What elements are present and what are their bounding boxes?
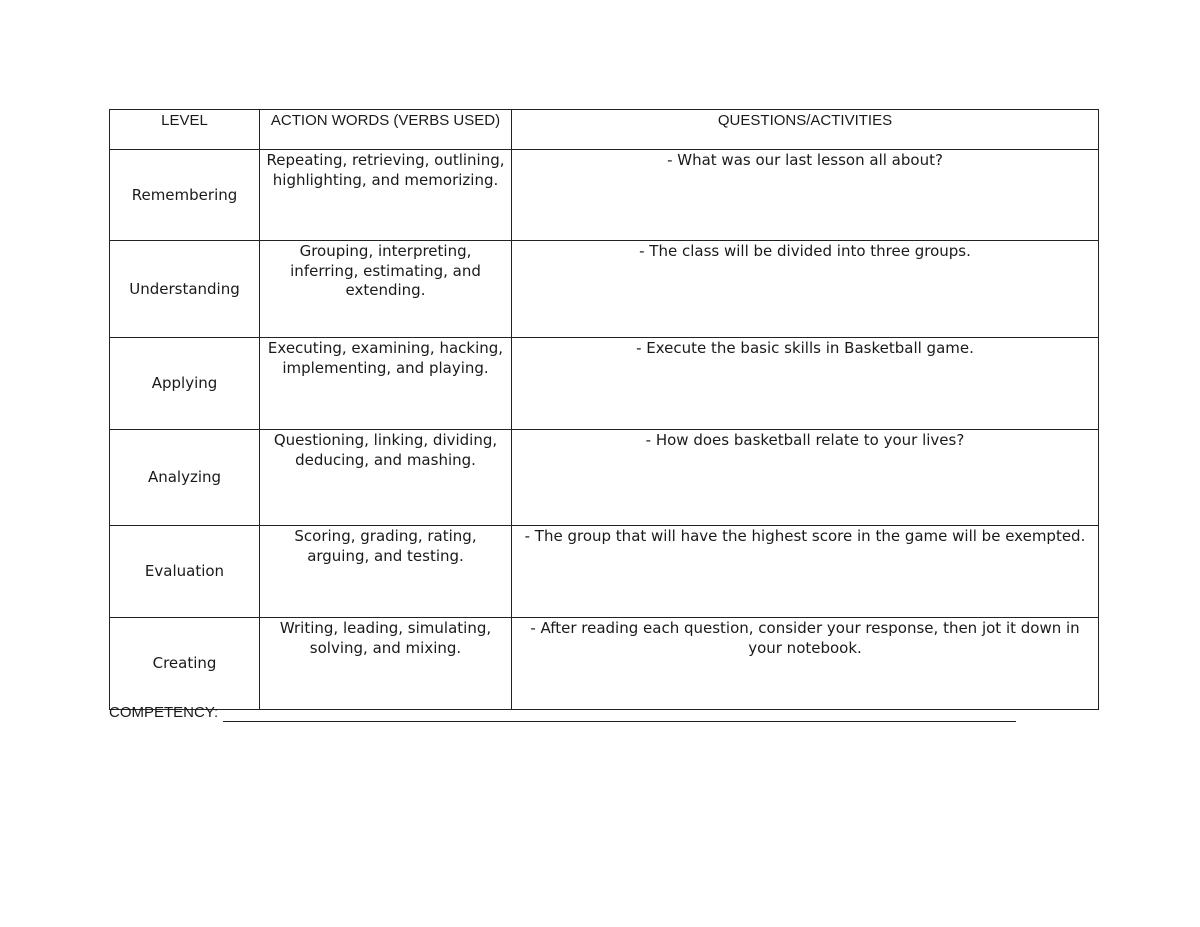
header-action-words: ACTION WORDS (VERBS USED) <box>260 110 512 150</box>
table-row <box>110 618 1099 710</box>
competency-blank-line <box>223 705 1016 722</box>
table-row <box>110 430 1099 526</box>
level-cell: Creating <box>110 618 260 710</box>
table-row <box>110 526 1099 618</box>
header-level: LEVEL <box>110 110 260 150</box>
competency-line <box>109 704 1016 722</box>
action-words-cell: Questioning, linking, dividing, deducing, and mashing. <box>260 430 512 526</box>
header-questions-activities: QUESTIONS/ACTIVITIES <box>512 110 1099 150</box>
action-words-cell: Grouping, interpreting, inferring, estimating, and extending. <box>260 241 512 338</box>
activity-cell: - Execute the basic skills in Basketball game. <box>512 338 1099 430</box>
level-cell: Evaluation <box>110 526 260 618</box>
table-row <box>110 241 1099 338</box>
competency-label: COMPETENCY: <box>109 704 219 721</box>
table-row <box>110 150 1099 241</box>
action-words-cell: Executing, examining, hacking, implementing, and playing. <box>260 338 512 430</box>
activity-cell: - After reading each question, consider your response, then jot it down in your notebook. <box>512 618 1099 710</box>
action-words-cell: Scoring, grading, rating, arguing, and testing. <box>260 526 512 618</box>
activity-cell: - The group that will have the highest score in the game will be exempted. <box>512 526 1099 618</box>
level-cell: Understanding <box>110 241 260 338</box>
table-row <box>110 338 1099 430</box>
action-words-cell: Writing, leading, simulating, solving, and mixing. <box>260 618 512 710</box>
level-cell: Applying <box>110 338 260 430</box>
level-cell: Analyzing <box>110 430 260 526</box>
activity-cell: - What was our last lesson all about? <box>512 150 1099 241</box>
action-words-cell: Repeating, retrieving, outlining, highlighting, and memorizing. <box>260 150 512 241</box>
activity-cell: - How does basketball relate to your lives? <box>512 430 1099 526</box>
activity-cell: - The class will be divided into three groups. <box>512 241 1099 338</box>
blooms-taxonomy-table <box>109 109 1099 710</box>
table-header-row <box>110 110 1099 150</box>
level-cell: Remembering <box>110 150 260 241</box>
